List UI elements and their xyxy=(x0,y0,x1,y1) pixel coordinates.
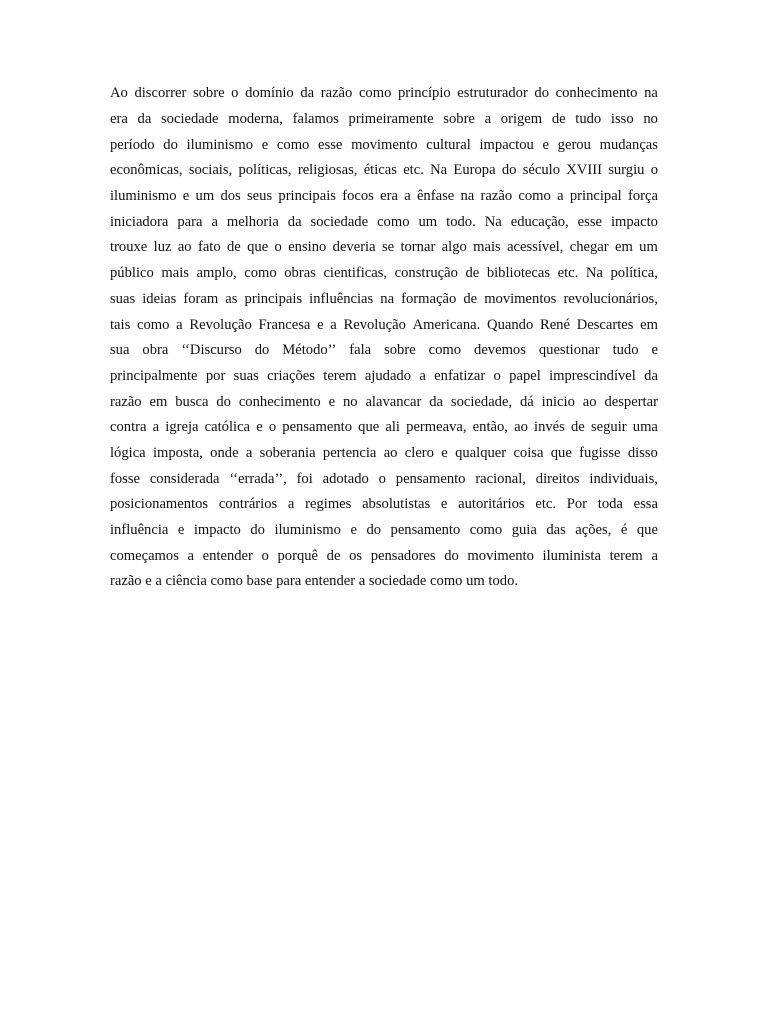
paragraph-line: razão e a ciência como base para entender a sociedade como um todo. xyxy=(110,573,519,590)
paragraph-line: iniciadora para a melhoria da sociedade como um todo. Na educação, esse impacto xyxy=(110,213,658,230)
paragraph-line: era da sociedade moderna, falamos primeiramente sobre a origem de tudo isso no xyxy=(110,111,658,128)
paragraph-line: sua obra ‘‘Discurso do Método’’ fala sobre como devemos questionar tudo e xyxy=(110,342,658,359)
paragraph-line: posicionamentos contrários a regimes absolutistas e autoritários etc. Por toda essa xyxy=(110,496,658,513)
paragraph-line: começamos a entender o porquê de os pensadores do movimento iluminista terem a xyxy=(110,547,658,564)
paragraph-line: tais como a Revolução Francesa e a Revolução Americana. Quando René Descartes em xyxy=(110,316,658,333)
paragraph-line: público mais amplo, como obras cientificas, construção de bibliotecas etc. Na política, xyxy=(110,265,658,282)
paragraph-line: influência e impacto do iluminismo e do pensamento como guia das ações, é que xyxy=(110,522,658,539)
paragraph-line: razão em busca do conhecimento e no alavancar da sociedade, dá inicio ao despertar xyxy=(110,393,658,410)
paragraph-line: principalmente por suas criações terem ajudado a enfatizar o papel imprescindível da xyxy=(110,367,658,384)
paragraph-line: contra a igreja católica e o pensamento que ali permeava, então, ao invés de seguir uma xyxy=(110,419,658,436)
body-paragraph xyxy=(110,81,658,595)
paragraph-line: econômicas, sociais, políticas, religiosas, éticas etc. Na Europa do século XVIII surgiu o xyxy=(110,162,658,179)
paragraph-line: trouxe luz ao fato de que o ensino deveria se tornar algo mais acessível, chegar em um xyxy=(110,239,658,256)
paragraph-line: suas ideias foram as principais influências na formação de movimentos revolucionários, xyxy=(110,290,658,307)
paragraph-line: iluminismo e um dos seus principais focos era a ênfase na razão como a principal força xyxy=(110,188,658,205)
paragraph-line: período do iluminismo e como esse movimento cultural impactou e gerou mudanças xyxy=(110,136,658,153)
paragraph-line: fosse considerada ‘‘errada’’, foi adotado o pensamento racional, direitos individuais, xyxy=(110,470,658,487)
paragraph-line: Ao discorrer sobre o domínio da razão como princípio estruturador do conhecimento na xyxy=(110,85,658,102)
paragraph-line: lógica imposta, onde a soberania pertencia ao clero e qualquer coisa que fugisse disso xyxy=(110,444,658,461)
